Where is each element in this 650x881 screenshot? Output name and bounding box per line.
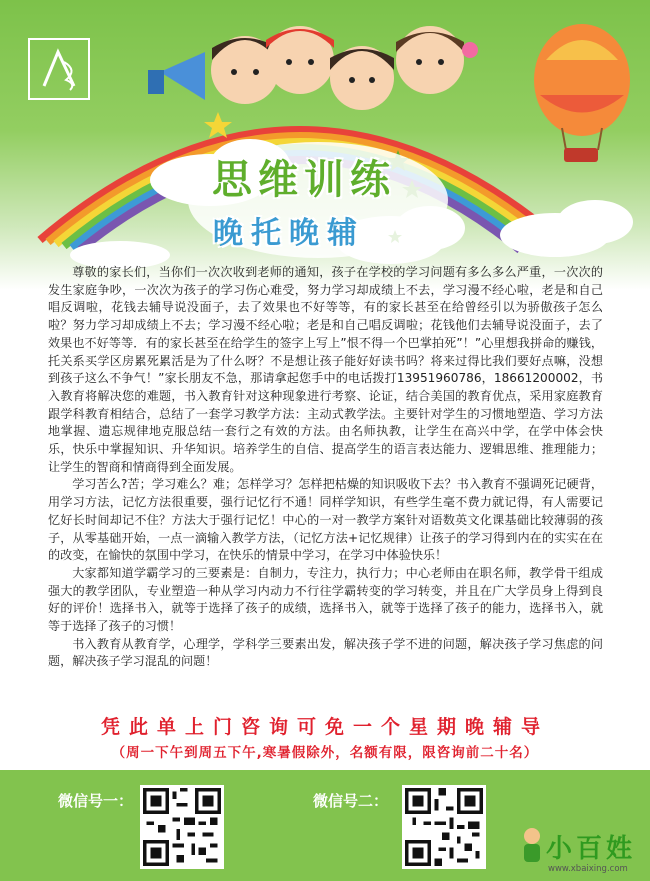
logo-mark [30, 40, 88, 98]
paragraph: 尊敬的家长们，当你们一次次收到老师的通知，孩子在学校的学习问题有多么多么严重，一次次的发生家庭争吵，一次次为孩子的学习伤心难受，努力学习却成绩上不去，学习漫不经心啦，老是和自己唱反调啦，花钱去辅导说没面子，去了效果也不好等等，有的家长甚至在给曾经引以为骄傲孩子怎么啦？努力学习却成绩上不去；学习漫不经心啦；老是和自己唱反调啦；花钱他们去辅导说没面子，去了效果也不好等等．有的家长甚至在给学生的签字上写上”恨不得一个巴掌拍死”！”心里想我拼命的赚钱，托关系买学区房累死累活是为了什么呀？不是想让孩子能好好读书吗？将来过得比我们要好点嘛，没想到孩子这么不争气！”家长朋友不急，那请拿起您手中的电话拨打13951960786，18661200002，书入教育将解决您的难题，书入教育针对这种现象进行考察、论证，结合美国的教育优点，采用家庭教育跟学科教育相结合，总结了一套学习教学方法：主动式教学法。主要针对学生的习惯地塑造、学习方法地掌握、遗忘规律地克服总结一套行之有效的方法。由名师执教，让学生在高兴中学，在学中体会快乐，快乐中掌握知识、升华知识。培养学生的自信、提高学生的语言表达能力、逻辑思维、推理能力；让学生的智商和情商得到全面发展。 [48, 265, 603, 474]
paragraph: 大家都知道学霸学习的三要素是：自制力，专注力，执行力；中心老师由在职名师，教学骨干组成强大的教学团队，专业塑造一种从学习内动力不行往学霸转变的学习转变，并且在广大学员身上得到良好的评价！选择书入，就等于选择了孩子的成绩，选择书入，就等于选择了孩子的能力，选择书入，就等于选择了孩子的习惯！ [48, 565, 603, 634]
hot-air-balloon [534, 24, 630, 162]
body-text [48, 264, 603, 671]
offer-note: （周一下午到周五下午,寒暑假除外，名额有限，限咨询前二十名） [111, 745, 539, 761]
wechat1-label: 微信号一： [58, 792, 134, 810]
title-sub: 晚托晚辅 [213, 216, 365, 251]
megaphone [148, 52, 205, 100]
wechat2-qr-code[interactable] [402, 785, 486, 869]
qr-code-icon [405, 788, 483, 866]
mascot-icon [518, 826, 546, 866]
offer-headline: 凭此单上门咨询可免一个星期晚辅导 [100, 716, 549, 738]
watermark-brand: 小百姓 [546, 834, 637, 864]
watermark-url: www.xbaixing.com [548, 864, 628, 874]
wechat2-label: 微信号二： [313, 792, 389, 810]
qr-code-icon [143, 788, 221, 866]
paragraph: 学习苦么?苦；学习难么？难；怎样学习？怎样把枯燥的知识吸收下去？书入教育不强调死记硬背，用学习方法，记忆方法很重要，强行记忆行不通！同样学知识，有些学生毫不费力就记得，有人需要记忆好长时间却记不住？方法大于强行记忆！中心的一对一教学方案针对语数英文化课基础比较薄弱的孩子，从零基础开始，一点一滴输入教学方法，（记忆方法+记忆规律）让孩子的学习得到内在的实实在在的改变，在愉快的氛围中学习，在快乐的情景中学习，在学习中体验快乐！ [48, 477, 603, 563]
wechat1-qr-code[interactable] [140, 785, 224, 869]
logo [28, 38, 90, 100]
paragraph: 书入教育从教育学，心理学，学科学三要素出发，解决孩子学不进的问题，解决孩子学习焦虑的问题，解决孩子学习混乱的问题！ [48, 636, 603, 669]
kids-faces [211, 26, 478, 110]
title-main: 思维训练 [212, 156, 396, 203]
